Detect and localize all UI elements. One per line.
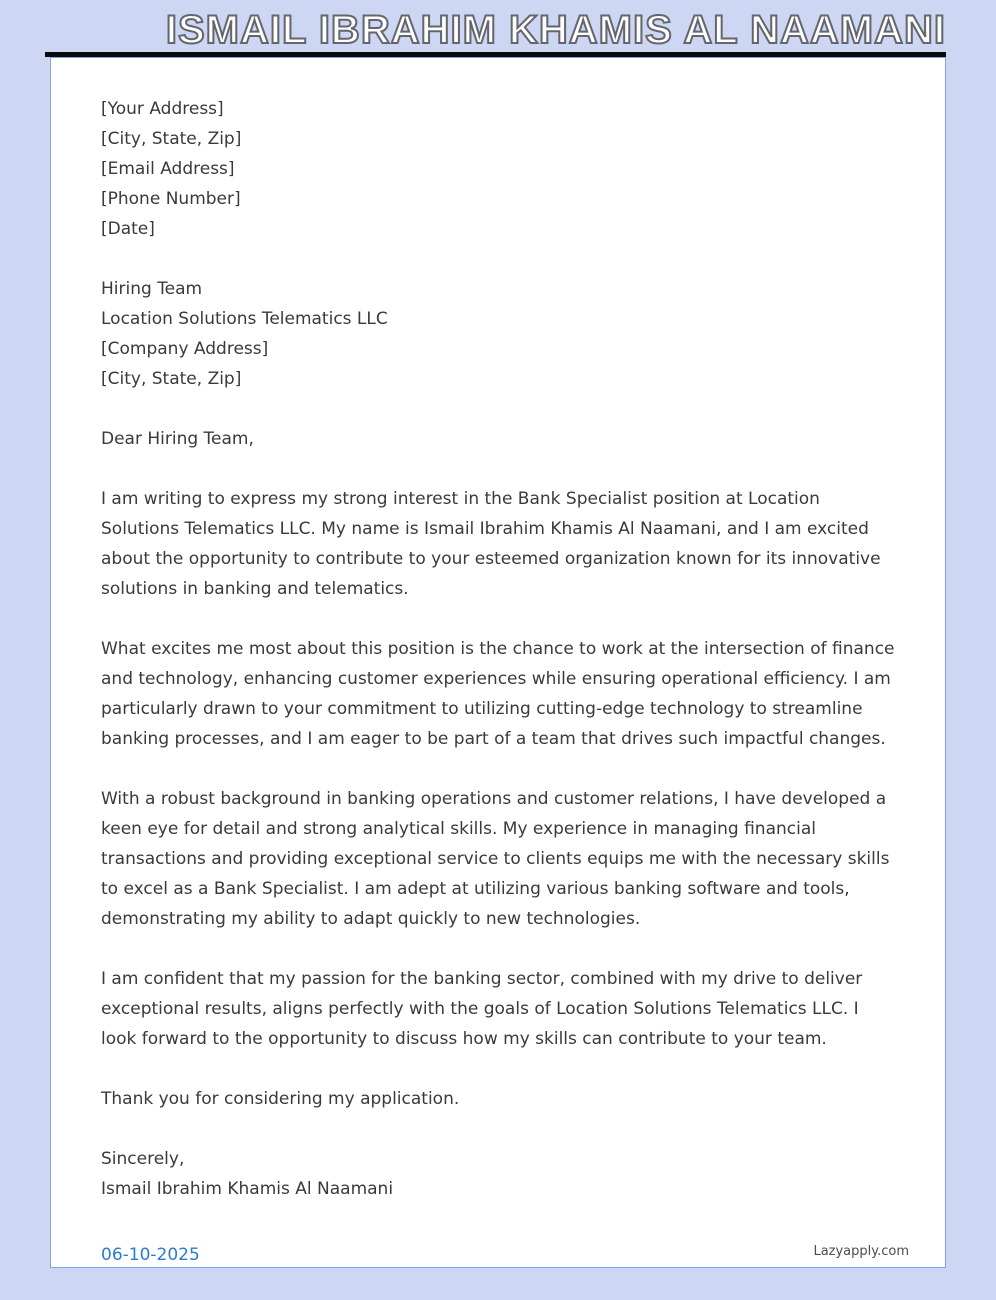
letter-page bbox=[50, 57, 946, 1268]
recipient-line-team: Hiring Team bbox=[101, 279, 203, 299]
salutation: Dear Hiring Team, bbox=[101, 429, 254, 449]
paragraph-fit: I am confident that my passion for the banking sector, combined with my drive to deliver exceptional results, aligns perfectly with the goals of Location Solutions Telematics LLC. I look forward to the opportunity to discuss how my skills can contribute to your team. bbox=[101, 969, 863, 1049]
paragraph-intro: I am writing to express my strong interest in the Bank Specialist position at Location Solutions Telematics LLC. My name is Ismail Ibrahim Khamis Al Naamani, and I am excited about the opportunity to contribute to your esteemed organization known for its innovative solutions in banking and telematics. bbox=[101, 489, 881, 599]
sender-line-email: [Email Address] bbox=[101, 159, 235, 179]
recipient-line-company: Location Solutions Telematics LLC bbox=[101, 309, 388, 329]
header-name: ISMAIL IBRAHIM KHAMIS AL NAAMANI bbox=[165, 8, 946, 52]
sender-address-block bbox=[101, 94, 897, 244]
sender-line-phone: [Phone Number] bbox=[101, 189, 241, 209]
sender-line-city: [City, State, Zip] bbox=[101, 129, 242, 149]
footer-date: 06-10-2025 bbox=[101, 1245, 200, 1265]
closing-sincerely: Sincerely, bbox=[101, 1149, 185, 1169]
sender-line-address: [Your Address] bbox=[101, 99, 224, 119]
recipient-address-block bbox=[101, 274, 897, 394]
paragraph-thanks: Thank you for considering my application. bbox=[101, 1089, 460, 1109]
paragraph-experience: With a robust background in banking operations and customer relations, I have developed a keen eye for detail and strong analytical skills. My experience in managing financial transactions and providing exceptional service to clients equips me with the necessary skills to excel as a Bank Specialist. I am adept at utilizing various banking software and tools, demonstrating my ability to adapt quickly to new technologies. bbox=[101, 789, 890, 929]
paragraph-motivation: What excites me most about this position is the chance to work at the intersection of finance and technology, enhancing customer experiences while ensuring operational efficiency. I am particularly drawn to your commitment to utilizing cutting-edge technology to streamline banking processes, and I am eager to be part of a team that drives such impactful changes. bbox=[101, 639, 895, 749]
closing-block bbox=[101, 1144, 897, 1204]
sender-line-date: [Date] bbox=[101, 219, 155, 239]
recipient-line-address: [Company Address] bbox=[101, 339, 269, 359]
recipient-line-city: [City, State, Zip] bbox=[101, 369, 242, 389]
letter-content bbox=[51, 58, 945, 1267]
closing-signature: Ismail Ibrahim Khamis Al Naamani bbox=[101, 1179, 394, 1199]
watermark-lazyapply: Lazyapply.com bbox=[813, 1244, 909, 1259]
